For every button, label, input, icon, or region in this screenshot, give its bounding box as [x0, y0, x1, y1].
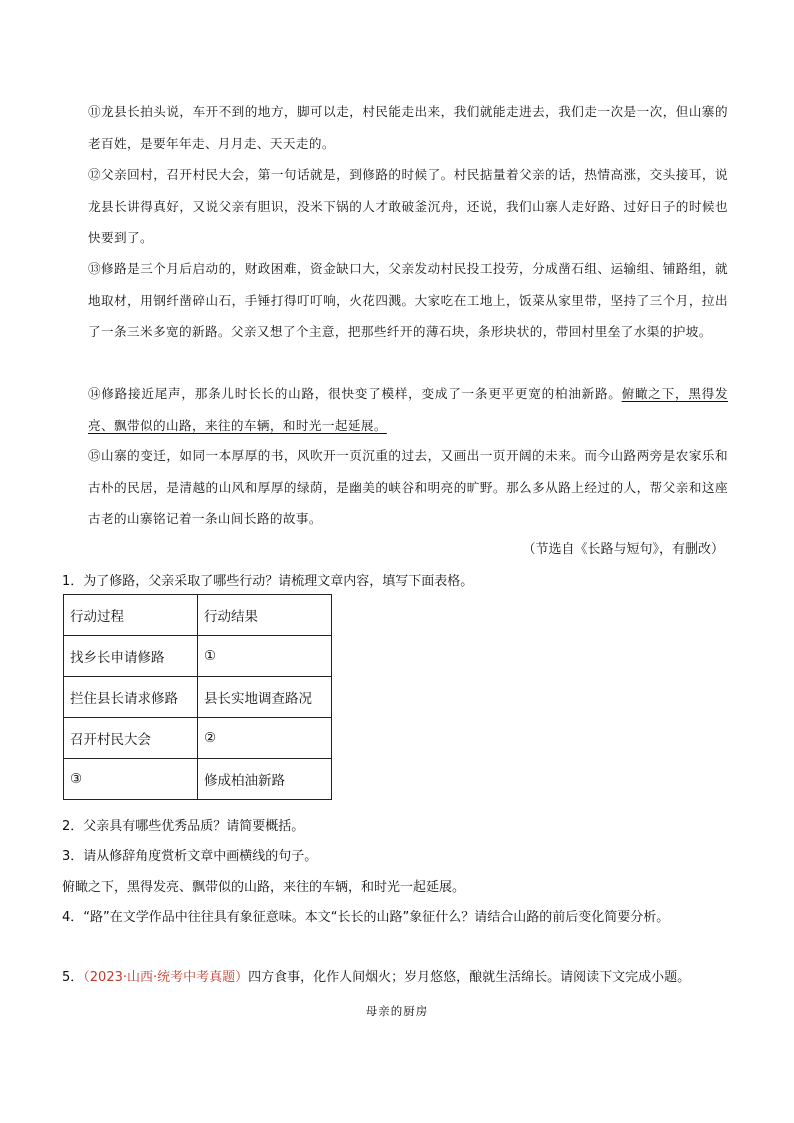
table-cell: 拦住县长请求修路	[64, 677, 198, 718]
question-3: 3．请从修辞角度赏析文章中画横线的句子。	[62, 849, 318, 864]
question-5	[62, 966, 690, 985]
article-title: 母亲的厨房	[365, 1004, 429, 1018]
table-cell: 县长实地调查路况	[198, 677, 332, 718]
question-1: 1．为了修路，父亲采取了哪些行动？请梳理文章内容，填写下面表格。	[62, 574, 474, 589]
table-cell: 召开村民大会	[64, 718, 198, 759]
question-3-sentence: 俯瞰之下，黑得发亮、飘带似的山路，来往的车辆，和时光一起延展。	[62, 880, 466, 895]
question-5-number: 5．	[62, 970, 84, 985]
paragraph-13: ⑬修路是三个月后启动的，财政困难，资金缺口大，父亲发动村民投工投劳，分成凿石组、运输组、铺路组，就地取材，用钢纤凿碎山石，手锤打得叮叮响，火花四溅。大家吃在工地上，饭菜从家里带，坚持了三个月，拉出了一条三米多宽的新路。父亲又想了个主意，把那些纤开的薄石块，条形块状的，带回村里垒了水渠的护坡。	[88, 261, 728, 339]
table-row	[64, 677, 332, 718]
source-citation: （节选自《长路与短句》，有删改）	[522, 542, 724, 557]
table-cell: ③	[64, 759, 198, 800]
table-row	[64, 718, 332, 759]
question-4: 4．“路”在文学作品中往往具有象征意味。本文“长长的山路”象征什么？请结合山路的前后变化简要分析。	[62, 910, 670, 925]
paragraph-12: ⑫父亲回村，召开村民大会，第一句话就是，到修路的时候了。村民掂量着父亲的话，热情高涨，交头接耳，说龙县长讲得真好，又说父亲有胆识，没米下锅的人才敢破釜沉舟，还说，我们山寨人走好路、过好日子的时候也快要到了。	[88, 167, 728, 245]
underlined-sentence: 俯瞰之下，黑得发亮、飘带似的山路，来往的车辆，和时光一起延展。	[88, 386, 729, 433]
table-row	[64, 636, 332, 677]
question-5-text: 四方食事，化作人间烟火；岁月悠悠，酿就生活绵长。请阅读下文完成小题。	[248, 970, 691, 985]
table-cell: 找乡长申请修路	[64, 636, 198, 677]
paragraph-14-text: ⑭修路接近尾声，那条儿时长长的山路，很快变了模样，变成了一条更平更宽的柏油新路。	[88, 386, 622, 401]
table-header-row	[64, 595, 332, 636]
paragraph-15: ⑮山寨的变迁，如同一本厚厚的书，风吹开一页沉重的过去，又画出一页开阔的未来。而今山路两旁是农家乐和古朴的民居，是清越的山风和厚厚的绿荫，是幽美的峡谷和明亮的旷野。那么多从路上经过的人，帮父亲和这座古老的山寨铭记着一条山间长路的故事。	[88, 448, 728, 526]
action-table	[63, 594, 332, 800]
exam-source-tag: （2023·山西·统考中考真题）	[83, 970, 249, 985]
table-header-cell: 行动结果	[198, 595, 332, 636]
table-cell: 修成柏油新路	[198, 759, 332, 800]
question-2: 2．父亲具有哪些优秀品质？请简要概括。	[62, 819, 305, 834]
table-header-cell: 行动过程	[64, 595, 198, 636]
paragraph-14	[88, 378, 728, 441]
table-cell: ①	[198, 636, 332, 677]
table-cell: ②	[198, 718, 332, 759]
paragraph-11: ⑪龙县长拍头说，车开不到的地方，脚可以走，村民能走出来，我们就能走进去，我们走一次是一次，但山寨的老百姓，是要年年走、月月走、天天走的。	[88, 104, 728, 151]
table-row	[64, 759, 332, 800]
